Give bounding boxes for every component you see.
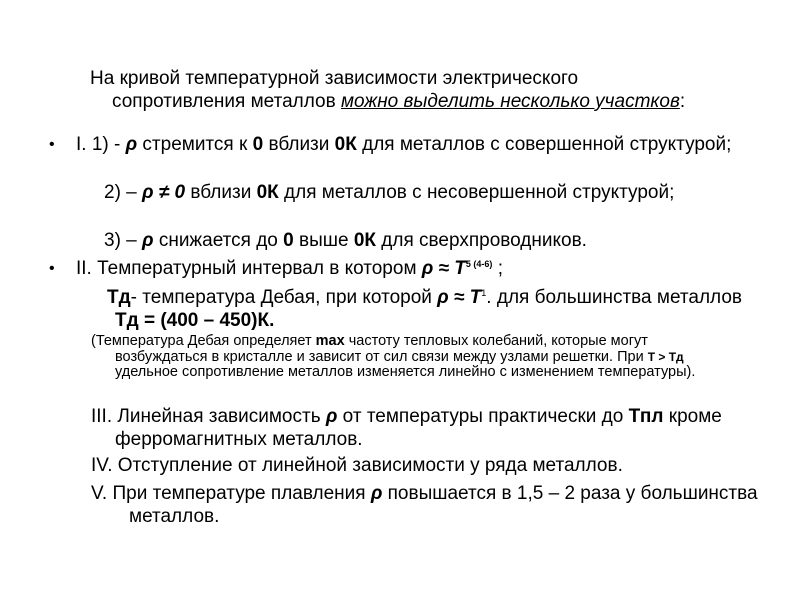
note-text: частоту тепловых колебаний, которые могут возбуждаться в кристалле и зависит от сил связи между узлами решетки. При: [115, 333, 648, 365]
intro-colon: :: [679, 91, 686, 112]
rho-not-zero: ρ ≠ 0: [142, 182, 186, 203]
item-1-prefix: I. 1) -: [76, 134, 126, 155]
item-4-paragraph: [91, 454, 751, 477]
rho-approx: ρ ≈ Т: [437, 287, 482, 308]
rho-symbol: ρ: [325, 406, 338, 427]
note-tail: удельное сопротивление металлов изменяется линейно с изменением температуры).: [115, 364, 696, 380]
note-open: (Температура Дебая определяет: [91, 333, 316, 349]
debye-paragraph: [107, 286, 765, 332]
melting-temp: Тпл: [628, 406, 664, 427]
item-5-suffix: повышается в 1,5 – 2 раза у большинства металлов.: [129, 483, 758, 527]
item-1c-above: выше: [293, 230, 354, 251]
item-1b-suffix: для металлов с несовершенной структурой;: [278, 182, 675, 203]
zero-value: 0: [252, 134, 264, 155]
power-superscript: 1: [481, 288, 487, 298]
item-3-suffix: кроме ферромагнитных металлов.: [115, 406, 722, 450]
item-1c-mid: снижается до: [153, 230, 284, 251]
item-4-text: IV. Отступление от линейной зависимости у ряда металлов.: [91, 455, 623, 476]
item-5-paragraph: [91, 482, 789, 528]
rho-approx: ρ ≈ Т: [421, 258, 466, 279]
rho-symbol: ρ: [142, 230, 154, 251]
power-superscript: 5 (4-6): [465, 259, 493, 269]
item-1-near: вблизи: [263, 134, 335, 155]
item-1b-near: вблизи: [185, 182, 257, 203]
note-paragraph: [91, 334, 715, 381]
item-2-paragraph: [76, 257, 756, 280]
zero-kelvin: 0К: [334, 134, 357, 155]
item-1b-paragraph: [104, 181, 754, 204]
rho-symbol: ρ: [370, 483, 383, 504]
item-1-mid: стремится к: [137, 134, 253, 155]
item-1-suffix: для металлов с совершенной структурой;: [356, 134, 732, 155]
item-1-paragraph: [76, 133, 794, 156]
intro-text-1: На кривой температурной зависимости электрического: [90, 68, 579, 89]
item-3-mid: от температуры практически до: [337, 406, 629, 427]
item-1c-suffix: для сверхпроводников.: [376, 230, 587, 251]
note-t-gt-td: Т > Тд: [647, 349, 684, 364]
item-2-suffix: ;: [492, 258, 503, 279]
intro-text-2: сопротивления металлов: [112, 91, 341, 112]
debye-text: - температура Дебая, при которой: [130, 287, 438, 308]
bullet-item-2: •: [49, 260, 55, 277]
intro-paragraph: [90, 67, 712, 113]
item-1c-paragraph: [104, 229, 744, 252]
zero-kelvin: 0К: [353, 230, 377, 251]
item-3-prefix: III. Линейная зависимость: [91, 406, 326, 427]
zero-value: 0: [283, 230, 294, 251]
rho-symbol: ρ: [125, 134, 138, 155]
debye-text-2: . для большинства металлов: [486, 287, 742, 308]
zero-kelvin: 0К: [256, 182, 279, 203]
item-3-paragraph: [91, 405, 755, 451]
debye-symbol: Тд: [107, 287, 131, 308]
note-max: max: [315, 333, 345, 349]
item-1b-prefix: 2) –: [104, 182, 143, 203]
intro-emphasis: можно выделить несколько участков: [340, 91, 680, 112]
debye-formula: Тд = (400 – 450)К.: [115, 310, 275, 331]
bullet-item-1: •: [49, 136, 55, 153]
item-5-prefix: V. При температуре плавления: [91, 483, 371, 504]
item-2-prefix: II. Температурный интервал в котором: [76, 258, 422, 279]
item-1c-prefix: 3) –: [104, 230, 143, 251]
